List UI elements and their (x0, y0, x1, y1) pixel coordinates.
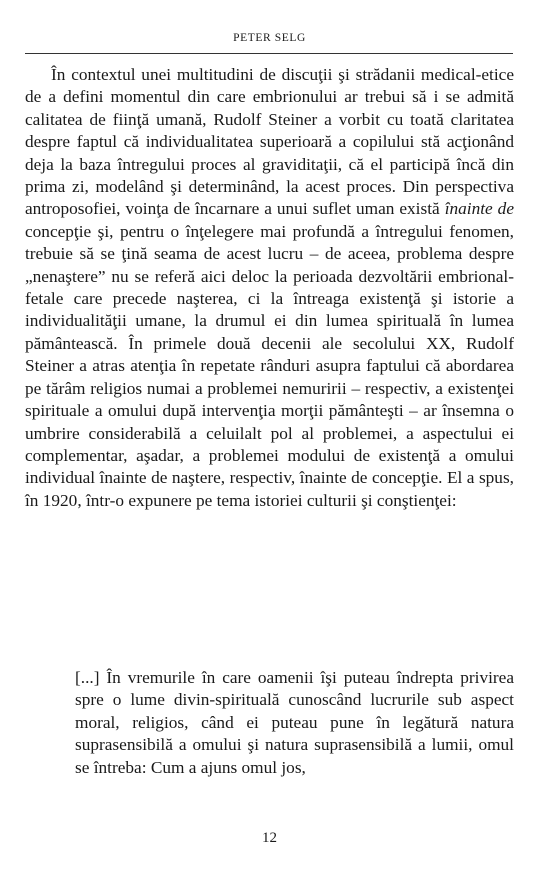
header-rule (25, 53, 513, 54)
page-number: 12 (262, 830, 277, 846)
emphasized-phrase: înainte de (444, 199, 514, 219)
body-text (25, 64, 514, 512)
block-quote (75, 667, 514, 779)
paragraph-text-end: concepţie şi, pentru o înţelegere mai profundă a întregului fenomen, trebuie să se ţină seama de acest lucru – de aceea, problema despre „nenaştere” nu se referă aici deloc la perioada dezvoltării embrional-fetale care precede naşterea, ci la întreaga existenţă şi istorie a individualităţii umane, la drumul ei din lumea spirituală în lumea pământească. În primele două decenii ale secolului XX, Rudolf Steiner a atras atenţia în repetate rânduri asupra faptului că abordarea pe tărâm religios numai a problemei nemuririi – respectiv, a existenţei spirituale a omului după intervenţia morţii pământeşti – ar însemna o umbrire considerabilă a celuilalt pol al problemei, a aspectului ei complementar, aşadar, a problemei modului de existenţă a omului individual înainte de naştere, respectiv, înainte de concepţie. El a spus, în 1920, într-o expunere pe tema istoriei culturii şi conştienţei: (25, 221, 514, 510)
paragraph-text-start: În contextul unei multitudini de discuţii şi strădanii medical-etice de a defini momentul din care embrionului ar trebui să i se admită calitatea de fiinţă umană, Rudolf Steiner a vorbit cu toată claritatea despre faptul că individualitatea superioară a copilului stă acţionând deja la baza întregului proces al graviditaţii, că el participă încă din prima zi, modelând şi determinând, la acest proces. Din perspectiva antroposofiei, voinţa de încarnare a unui suflet uman există (25, 65, 514, 219)
quote-text: [...] În vremurile în care oamenii îşi puteau îndrepta privirea spre o lume divin-spirituală cunoscând lucrurile sub aspect moral, religios, când ei puteau pune în legătură natura suprasensibilă a omului şi natura suprasensibilă a lumii, omul se întreba: Cum a ajuns omul jos, (75, 668, 514, 777)
main-paragraph (25, 64, 514, 512)
running-head: PETER SELG (233, 32, 306, 44)
